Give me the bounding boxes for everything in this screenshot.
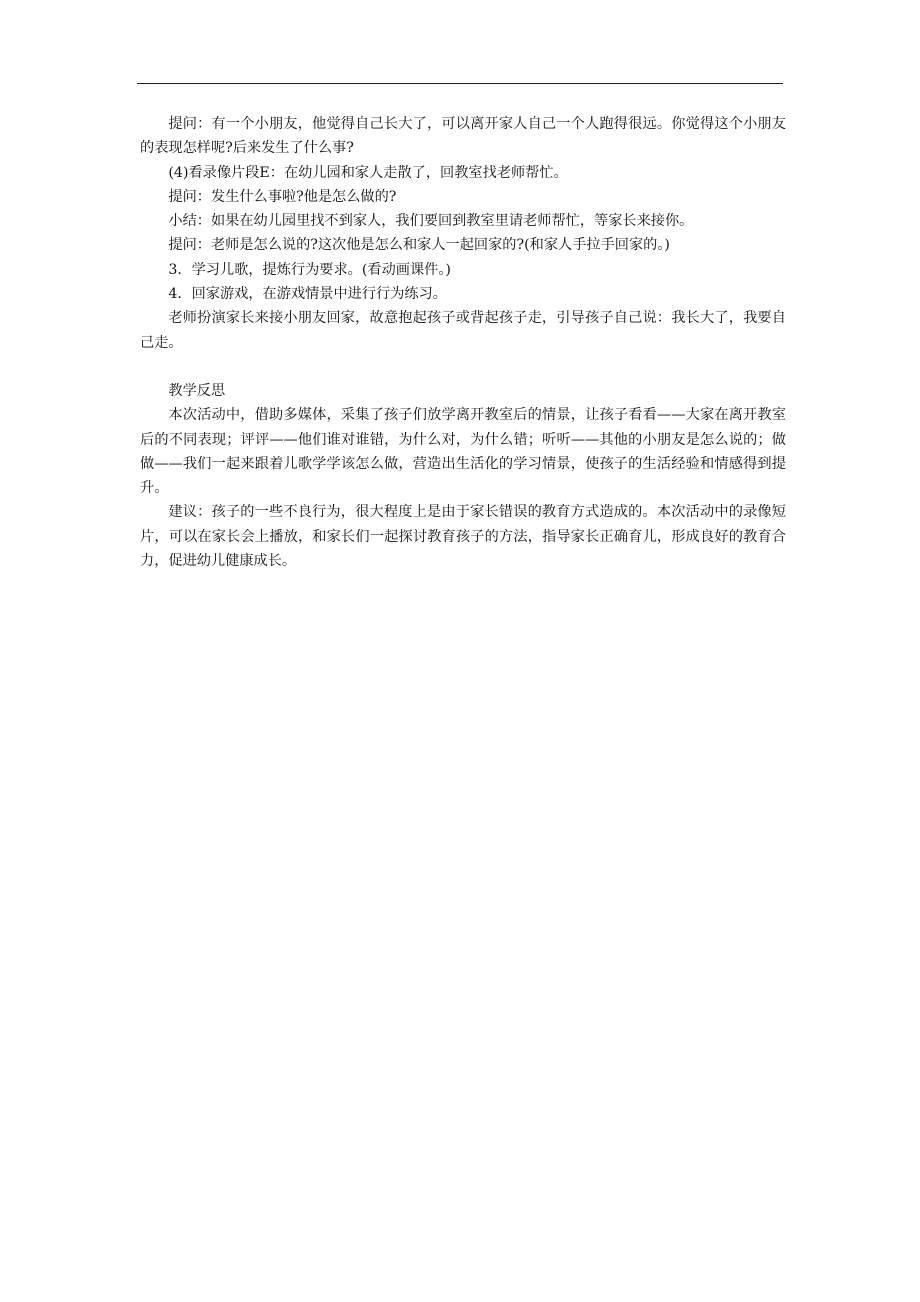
reflection-heading: 教学反思 (168, 382, 226, 399)
paragraph-teacher-role-play: 老师扮演家长来接小朋友回家，故意抱起孩子或背起孩子走，引导孩子自己说：我长大了，我要自己走。 (140, 310, 786, 351)
paragraph-reflection: 本次活动中，借助多媒体，采集了孩子们放学离开教室后的情景，让孩子看看——大家在离开教室后的不同表现；评评——他们谁对谁错，为什么对，为什么错；听听——其他的小朋友是怎么说的；做做——我们一起来跟着儿歌学学该怎么做，营造出生活化的学习情景，使孩子的生活经验和情感得到提升。 (140, 407, 786, 497)
paragraph-question-child-runs-away: 提问：有一个小朋友，他觉得自己长大了，可以离开家人自己一个人跑得很远。你觉得这个小朋友的表现怎样呢?后来发生了什么事? (140, 116, 786, 157)
paragraph-question-teacher-said: 提问：老师是怎么说的?这次他是怎么和家人一起回家的?(和家人手拉手回家的。) (168, 237, 670, 254)
paragraph-video-clip-e: (4)看录像片段E：在幼儿园和家人走散了，回教室找老师帮忙。 (168, 164, 568, 181)
paragraph-summary: 小结：如果在幼儿园里找不到家人，我们要回到教室里请老师帮忙，等家长来接你。 (168, 213, 694, 230)
paragraph-question-what-happened: 提问：发生什么事啦?他是怎么做的? (168, 188, 397, 205)
paragraph-suggestion: 建议：孩子的一些不良行为，很大程度上是由于家长错误的教育方式造成的。本次活动中的录像短片，可以在家长会上播放，和家长们一起探讨教育孩子的方法，指导家长正确育儿，形成良好的教育合力，促进幼儿健康成长。 (140, 504, 786, 570)
paragraph-step-3: 3．学习儿歌，提炼行为要求。(看动画课件。) (168, 261, 451, 278)
section-spacer (140, 355, 786, 379)
document-body (140, 112, 786, 573)
paragraph-step-4: 4．回家游戏，在游戏情景中进行行为练习。 (168, 286, 447, 303)
header-rule (137, 83, 783, 84)
